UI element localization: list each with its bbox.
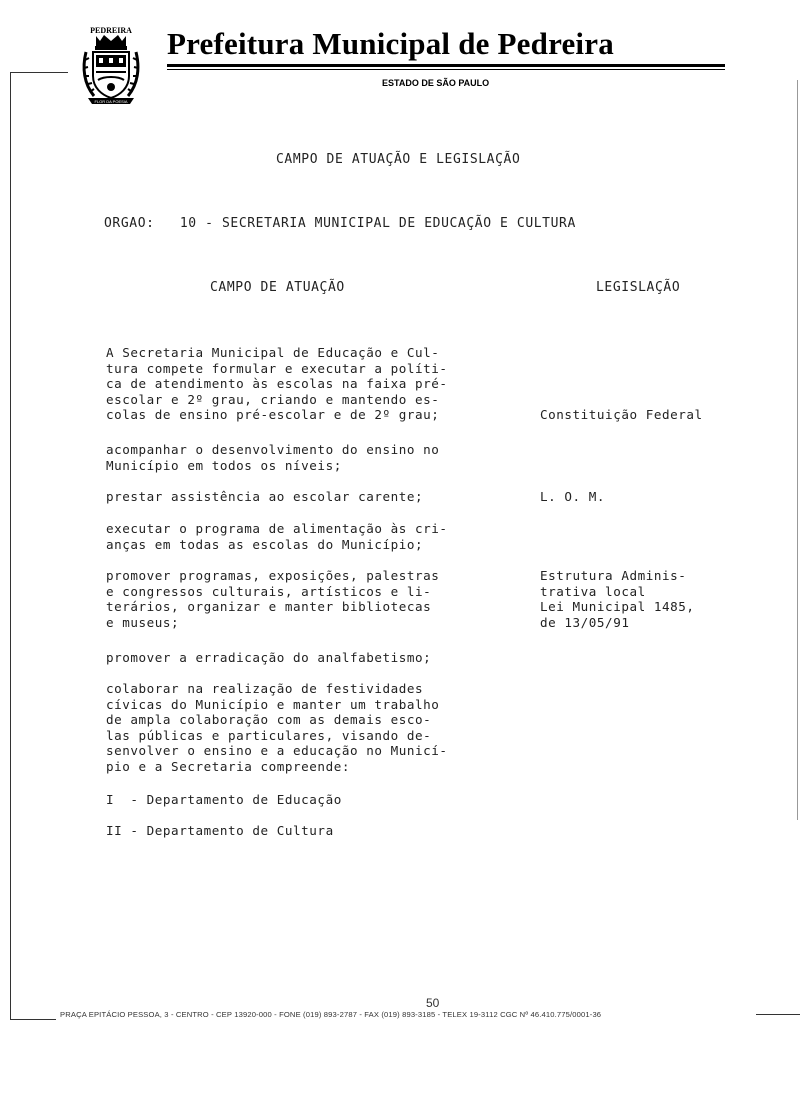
paragraph-analfabetismo: promover a erradicação do analfabetismo;: [106, 650, 432, 665]
crest-top-text: PEDREIRA: [90, 26, 132, 35]
page-number: 50: [426, 996, 440, 1010]
frame-line-left: [10, 72, 11, 1020]
header-rule: [167, 64, 725, 67]
list-item-dept-cultura: II - Departamento de Cultura: [106, 823, 334, 838]
paragraph-alimentacao: executar o programa de alimentação às cri- anças em todas as escolas do Município;: [106, 521, 448, 552]
list-item-dept-educacao: I - Departamento de Educação: [106, 792, 342, 807]
orgao-line: ORGAO: 10 - SECRETARIA MUNICIPAL DE EDUCAÇÃO E CULTURA: [104, 216, 576, 231]
legislation-lom: L. O. M.: [540, 489, 606, 504]
legislation-constituicao: Constituição Federal: [540, 407, 703, 422]
header-rule-thin: [167, 69, 725, 70]
document-heading: CAMPO DE ATUAÇÃO E LEGISLAÇÃO: [276, 152, 521, 167]
frame-line-bottom-left: [10, 1019, 56, 1020]
paragraph-festividades: colaborar na realização de festividades cívicas do Município e manter um trabalho de ampla colaboração com as demais esco- las públicas e particulares, visando de- senvolver o ensino e a educação no Municí- pio e a Secretaria compreende:: [106, 681, 448, 774]
column-header-campo: CAMPO DE ATUAÇÃO: [210, 280, 345, 295]
paragraph-programas: promover programas, exposições, palestras e congressos culturais, artísticos e li- terários, organizar e manter bibliotecas e museus;: [106, 568, 440, 630]
legislation-estrutura: Estrutura Adminis- trativa local Lei Municipal 1485, de 13/05/91: [540, 568, 695, 630]
coat-of-arms-logo: [80, 24, 142, 108]
crest-motto: FLOR DA POESIA: [94, 99, 128, 104]
paragraph-competencia: A Secretaria Municipal de Educação e Cul- tura compete formular e executar a políti- ca de atendimento às escolas na faixa pré- escolar e 2º grau, criando e mantendo es- colas de ensino pré-escolar e de 2º grau;: [106, 345, 448, 422]
frame-line-top: [10, 72, 68, 73]
letterhead-title: Prefeitura Municipal de Pedreira: [167, 26, 614, 61]
frame-line-bottom-right: [756, 1014, 800, 1015]
footer-address: PRAÇA EPITÁCIO PESSOA, 3 - CENTRO - CEP 13920-000 - FONE (019) 893-2787 - FAX (019) 893-3185 - TELEX 19-3112 CGC Nº 46.410.775/0001-36: [60, 1010, 602, 1019]
paragraph-acompanhar: acompanhar o desenvolvimento do ensino no Município em todos os níveis;: [106, 442, 440, 473]
column-header-legislacao: LEGISLAÇÃO: [596, 280, 681, 295]
frame-line-right: [797, 80, 798, 820]
letterhead-subtitle: ESTADO DE SÃO PAULO: [382, 78, 490, 88]
paragraph-assistencia: prestar assistência ao escolar carente;: [106, 489, 424, 504]
